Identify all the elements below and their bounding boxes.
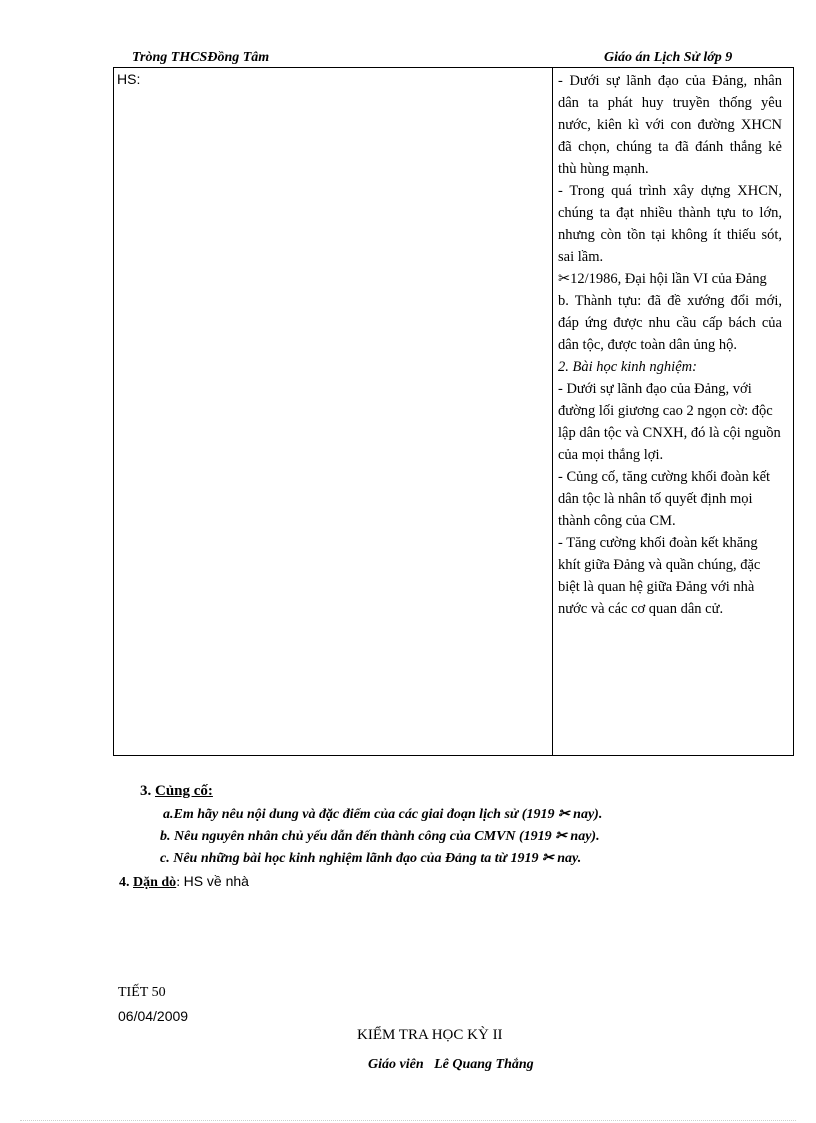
review-question: c. Nêu những bài học kinh nghiệm lãnh đạo của Đảng ta từ 1919 ✂ nay. xyxy=(160,851,582,866)
review-question: a.Em hãy nêu nội dung và đặc điểm của các giai đoạn lịch sử (1919 ✂ nay). xyxy=(163,807,603,822)
content-cell xyxy=(558,70,782,620)
lesson-number: TIẾT 50 xyxy=(118,985,166,1000)
teacher-line xyxy=(368,1057,534,1073)
lesson-table xyxy=(113,68,794,756)
exam-title: KIỂM TRA HỌC KỲ II xyxy=(357,1027,503,1043)
table-column-divider xyxy=(552,68,553,755)
section-4-title: Dặn dò xyxy=(133,875,177,890)
student-activity-cell: HS: xyxy=(117,71,141,87)
lesson-heading: 2. Bài học kinh nghiệm: xyxy=(558,359,697,375)
content-paragraph: ✂12/1986, Đại hội lần VI của Đảng xyxy=(558,271,767,287)
teacher-name: Lê Quang Thắng xyxy=(434,1057,534,1072)
section-3-title: Củng cố: xyxy=(155,783,213,799)
content-paragraph: - Trong quá trình xây dựng XHCN, chúng ta đạt nhiều thành tựu to lớn, nhưng còn tồn tại không ít thiếu sót, sai lầm. xyxy=(558,183,782,265)
lesson-plan-title: Giáo án Lịch Sử lớp 9 xyxy=(604,50,733,65)
content-paragraph: - Dưới sự lãnh đạo của Đảng, nhân dân ta phát huy truyền thống yêu nước, kiên kì với con đường XHCN đã chọn, chúng ta đã đánh thắng kẻ thù hùng mạnh. xyxy=(558,73,782,177)
lesson-paragraph: - Củng cố, tăng cường khối đoàn kết dân tộc là nhân tố quyết định mọi thành công của CM. xyxy=(558,469,771,529)
review-question: b. Nêu nguyên nhân chủ yếu dẫn đến thành công của CMVN (1919 ✂ nay). xyxy=(160,829,600,844)
section-4: 4. Dặn dò: HS về nhà xyxy=(119,873,249,890)
section-4-number: 4. xyxy=(119,875,130,890)
lesson-paragraph: - Dưới sự lãnh đạo của Đảng, với đường lối giương cao 2 ngọn cờ: độc lập dân tộc và CNXH, đó là cội nguồn của mọi thắng lợi. xyxy=(558,381,781,463)
homework-text: HS về nhà xyxy=(183,873,249,889)
lesson-date: 06/04/2009 xyxy=(118,1008,189,1024)
footer-rule xyxy=(20,1120,796,1121)
lesson-paragraph: - Tăng cường khối đoàn kết khăng khít giữa Đảng và quần chúng, đặc biệt là quan hệ giữa Đảng với nhà nước và các cơ quan dân cử. xyxy=(558,535,761,617)
section-3-heading xyxy=(140,783,213,800)
section-3-number: 3. xyxy=(140,783,152,799)
school-name: Tròng THCSĐồng Tâm xyxy=(132,50,270,65)
content-paragraph: b. Thành tựu: đã đề xướng đổi mới, đáp ứng được nhu cầu cấp bách của dân tộc, được toàn dân ủng hộ. xyxy=(558,293,782,353)
teacher-label: Giáo viên xyxy=(368,1057,424,1072)
